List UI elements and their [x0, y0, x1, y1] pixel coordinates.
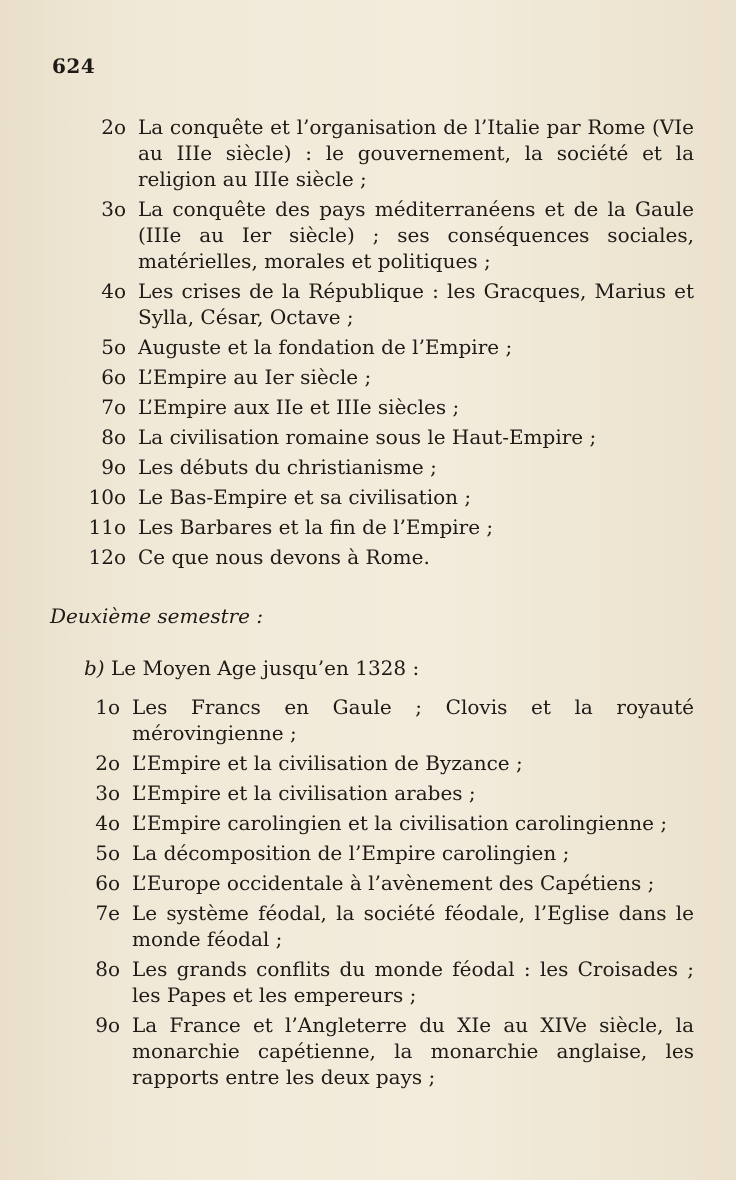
item-number: 7o — [101, 395, 126, 419]
middle-ages-topic-list — [0, 694, 736, 1094]
list-item — [0, 956, 736, 1008]
item-text: Les crises de la République : les Gracques, Marius et Sylla, César, Octave ; — [138, 279, 694, 329]
item-number: 4o — [95, 811, 120, 835]
item-number: 9o — [95, 1013, 120, 1037]
item-text: La décomposition de l’Empire carolingien ; — [132, 841, 570, 865]
item-text: La civilisation romaine sous le Haut-Empire ; — [138, 425, 597, 449]
list-item — [0, 114, 736, 192]
item-text: L’Europe occidentale à l’avènement des Capétiens ; — [132, 871, 655, 895]
list-item — [0, 278, 736, 330]
item-number: 7e — [95, 901, 120, 925]
item-number: 10o — [88, 485, 126, 509]
item-text: Le système féodal, la société féodale, l’Eglise dans le monde féodal ; — [132, 901, 694, 951]
item-text: Ce que nous devons à Rome. — [138, 545, 430, 569]
item-text: L’Empire et la civilisation arabes ; — [132, 781, 476, 805]
item-number: 1o — [95, 695, 120, 719]
item-number: 5o — [101, 335, 126, 359]
item-number: 2o — [95, 751, 120, 775]
subsection-letter: b) — [84, 656, 105, 680]
list-item — [0, 1012, 736, 1090]
item-text: Le Bas-Empire et sa civilisation ; — [138, 485, 472, 509]
list-item — [0, 810, 736, 836]
item-text: Les débuts du christianisme ; — [138, 455, 437, 479]
item-number: 6o — [101, 365, 126, 389]
list-item — [0, 780, 736, 806]
item-text: Les Barbares et la fin de l’Empire ; — [138, 515, 494, 539]
item-text: L’Empire au Ier siècle ; — [138, 365, 372, 389]
list-item — [0, 514, 736, 540]
list-item — [0, 900, 736, 952]
list-item — [0, 364, 736, 390]
item-number: 8o — [101, 425, 126, 449]
item-number: 3o — [101, 197, 126, 221]
list-item — [0, 424, 736, 450]
item-text: La conquête des pays méditerranéens et de la Gaule (IIIe au Ier siècle) ; ses conséquences sociales, matérielles, morales et politiques ; — [138, 197, 694, 273]
item-number: 2o — [101, 115, 126, 139]
item-text: Auguste et la fondation de l’Empire ; — [138, 335, 513, 359]
list-item — [0, 196, 736, 274]
item-number: 9o — [101, 455, 126, 479]
item-text: L’Empire et la civilisation de Byzance ; — [132, 751, 523, 775]
list-item — [0, 750, 736, 776]
list-item — [0, 454, 736, 480]
item-number: 11o — [88, 515, 126, 539]
subsection-heading — [84, 656, 419, 680]
item-number: 4o — [101, 279, 126, 303]
item-text: L’Empire carolingien et la civilisation carolingienne ; — [132, 811, 668, 835]
item-number: 6o — [95, 871, 120, 895]
list-item — [0, 544, 736, 570]
item-text: Les Francs en Gaule ; Clovis et la royauté mérovingienne ; — [132, 695, 694, 745]
item-text: L’Empire aux IIe et IIIe siècles ; — [138, 395, 460, 419]
list-item — [0, 484, 736, 510]
item-text: Les grands conflits du monde féodal : les Croisades ; les Papes et les empereurs ; — [132, 957, 694, 1007]
item-text: La France et l’Angleterre du XIe au XIVe siècle, la monarchie capétienne, la monarchie anglaise, les rapports entre les deux pays ; — [132, 1013, 694, 1089]
page-number: 624 — [52, 54, 96, 78]
item-number: 8o — [95, 957, 120, 981]
subsection-title: Le Moyen Age jusqu’en 1328 : — [110, 656, 420, 680]
list-item — [0, 394, 736, 420]
item-text: La conquête et l’organisation de l’Italie par Rome (VIe au IIIe siècle) : le gouvernement, la société et la religion au IIIe siècle ; — [138, 115, 694, 191]
list-item — [0, 334, 736, 360]
item-number: 3o — [95, 781, 120, 805]
rome-topic-list — [0, 114, 736, 574]
item-number: 5o — [95, 841, 120, 865]
list-item — [0, 840, 736, 866]
section-heading: Deuxième semestre : — [50, 604, 264, 628]
list-item — [0, 870, 736, 896]
item-number: 12o — [88, 545, 126, 569]
list-item — [0, 694, 736, 746]
